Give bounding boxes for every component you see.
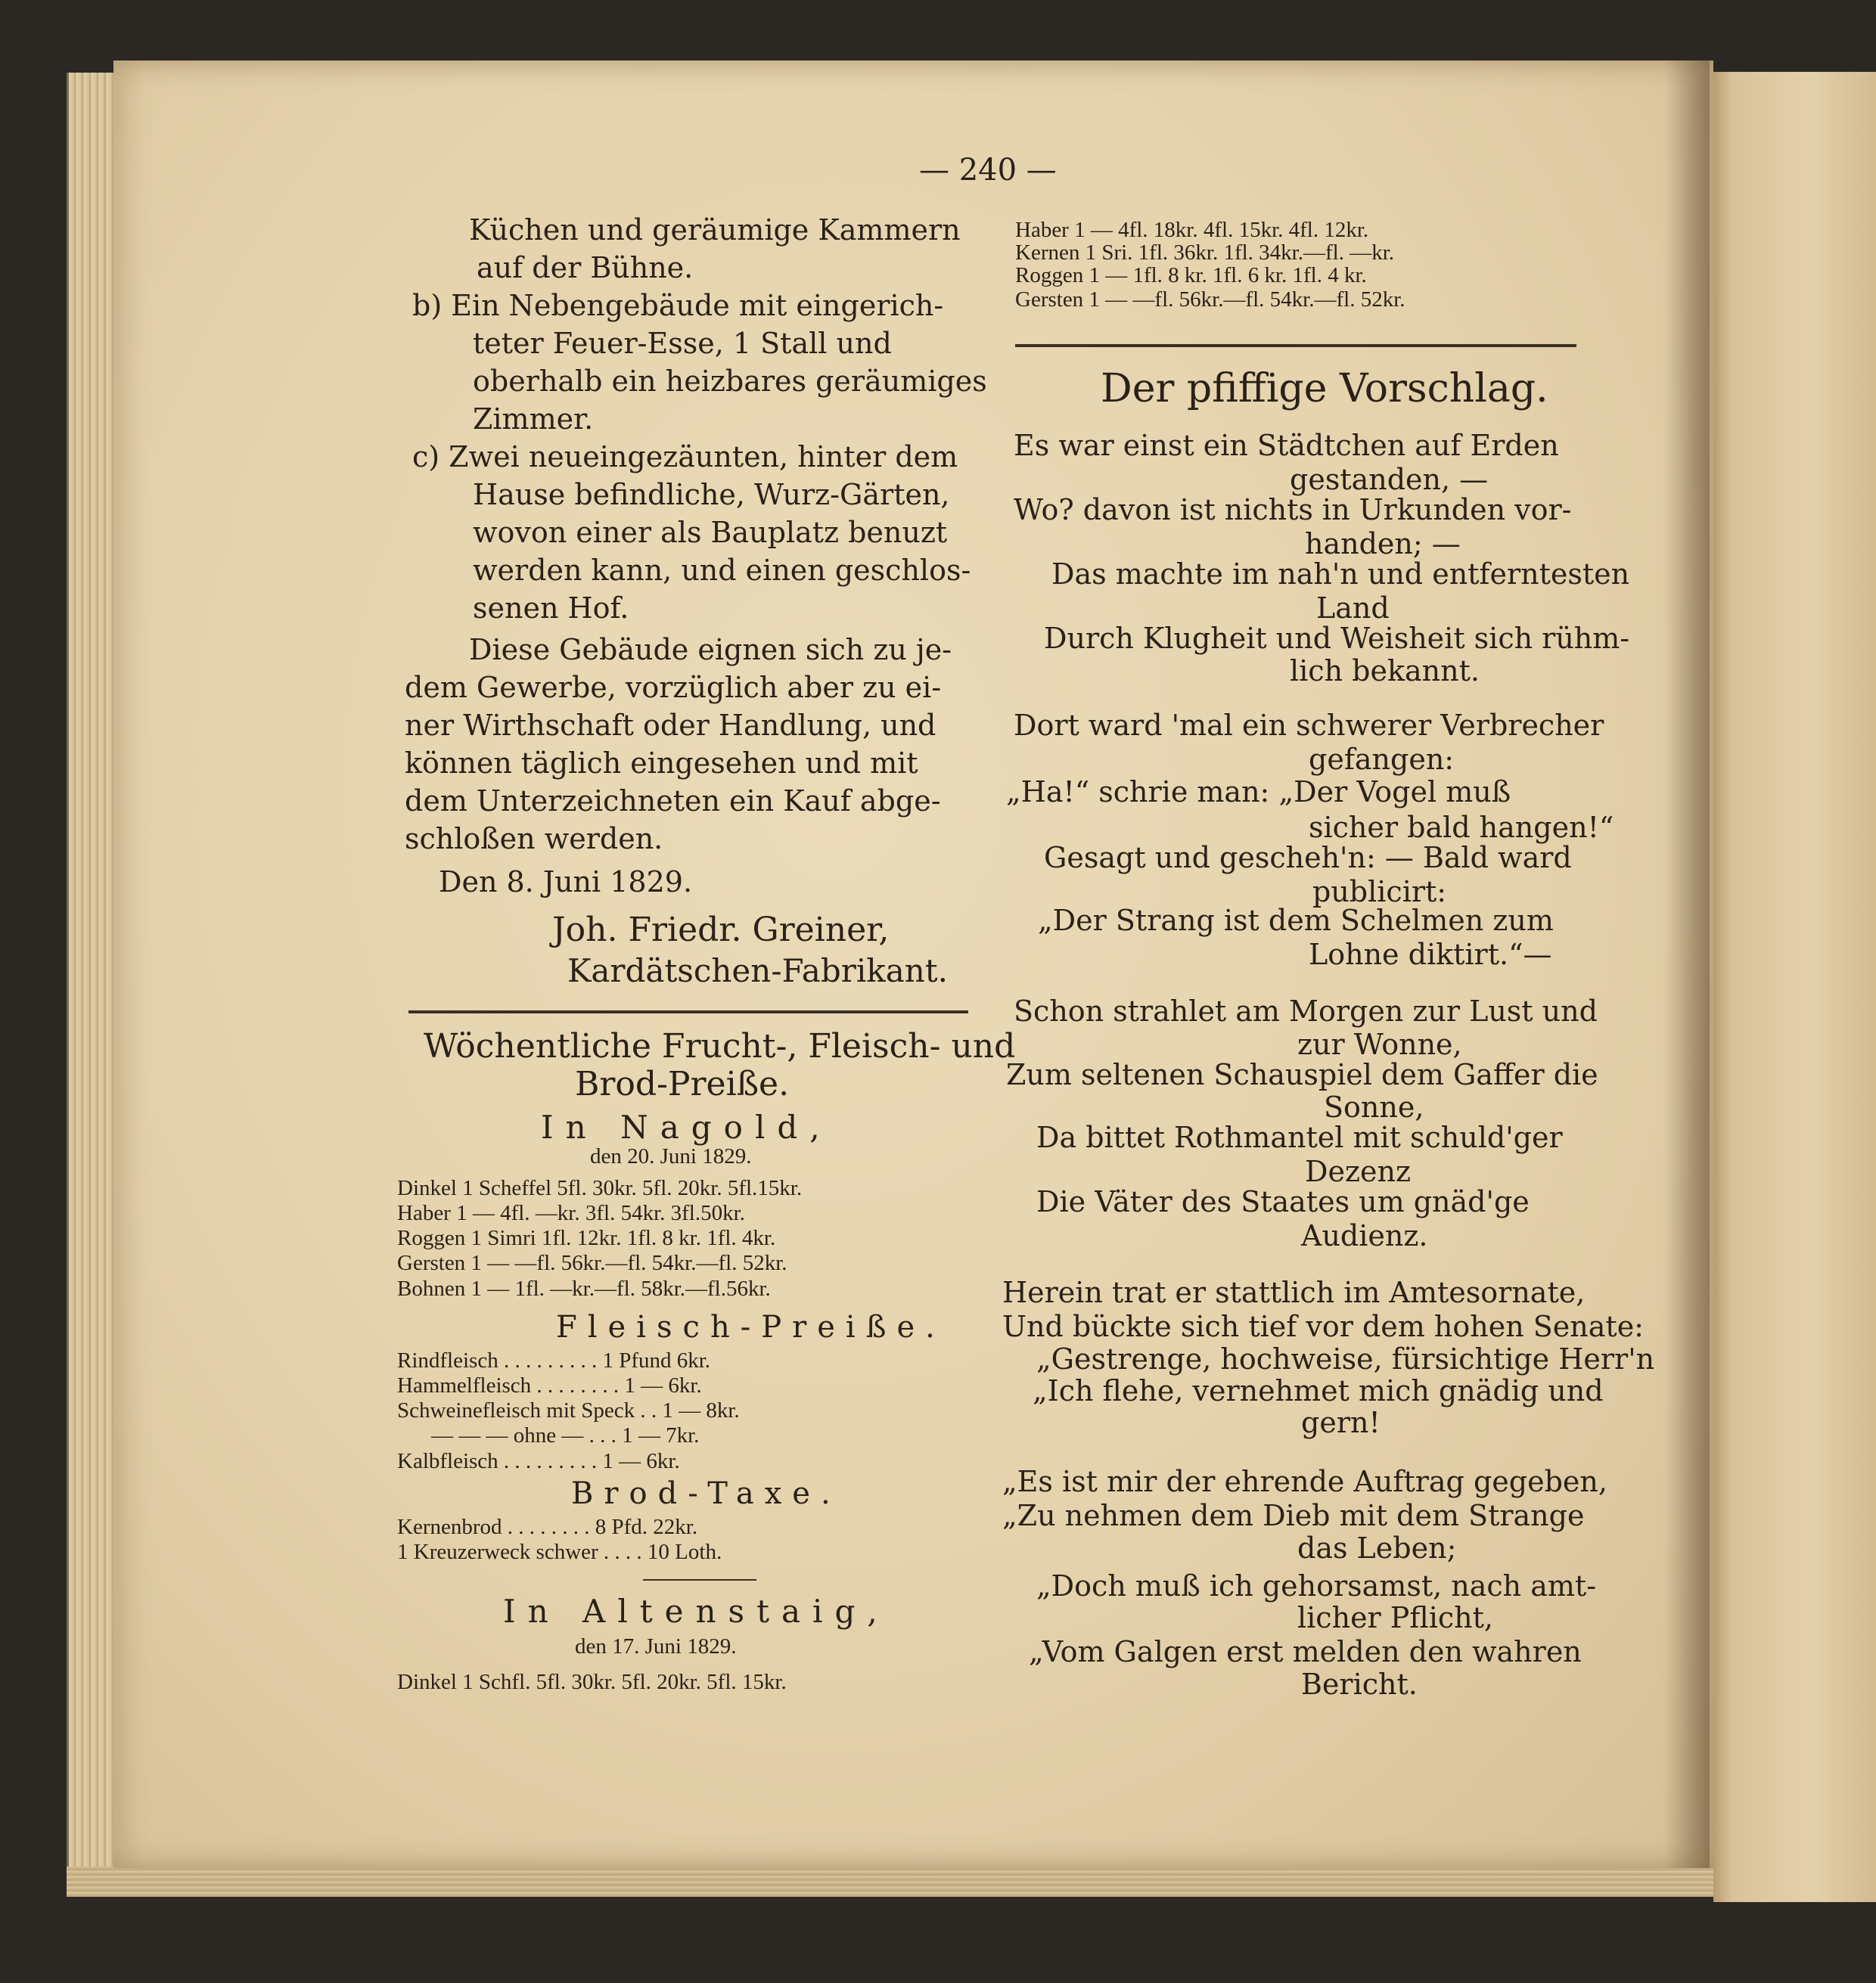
poem-line: Sonne,: [1324, 1091, 1424, 1124]
grain-price-row: Haber 1 — 4fl. 18kr. 4fl. 15kr. 4fl. 12kr.: [1015, 218, 1369, 242]
ad-line: wovon einer als Bauplatz benuzt: [473, 516, 948, 549]
poem-line: gestanden, —: [1290, 463, 1489, 496]
poem-line: gern!: [1301, 1406, 1381, 1439]
ad-line: Diese Gebäude eignen sich zu je-: [469, 633, 952, 666]
poem-line: Land: [1316, 591, 1390, 625]
poem-line: „Vom Galgen erst melden den wahren: [1029, 1635, 1582, 1668]
ad-line: Kardätschen-Fabrikant.: [567, 952, 949, 989]
ad-line: dem Unterzeichneten ein Kauf abge-: [405, 784, 941, 818]
gutter-shadow: [1664, 61, 1710, 1868]
grain-price-row: Dinkel 1 Scheffel 5fl. 30kr. 5fl. 20kr. 5fl.15kr.: [397, 1176, 803, 1200]
ad-line: schloßen werden.: [405, 822, 663, 855]
grain-price-row: Dinkel 1 Schfl. 5fl. 30kr. 5fl. 20kr. 5fl. 15kr.: [397, 1670, 787, 1694]
poem-line: „Der Strang ist dem Schelmen zum: [1038, 904, 1554, 937]
ad-line: c) Zwei neueingezäunten, hinter dem: [412, 440, 958, 473]
poem-line: Dezenz: [1305, 1155, 1411, 1188]
meat-price-row: Schweinefleisch mit Speck . . 1 — 8kr.: [397, 1398, 740, 1423]
grain-price-row: Kernen 1 Sri. 1fl. 36kr. 1fl. 34kr.—fl. —kr.: [1015, 241, 1395, 265]
poem-line: Es war einst ein Städtchen auf Erden: [1014, 429, 1559, 462]
ad-line: werden kann, und einen geschlos-: [473, 554, 971, 587]
poem-line: „Es ist mir der ehrende Auftrag gegeben,: [1002, 1465, 1607, 1498]
grain-price-row: Gersten 1 — —fl. 56kr.—fl. 54kr.—fl. 52kr.: [1015, 287, 1405, 312]
poem-line: handen; —: [1305, 527, 1461, 560]
meat-price-row: Rindfleisch . . . . . . . . . 1 Pfund 6kr.: [397, 1348, 711, 1373]
poem-line: „Zu nehmen dem Dieb mit dem Strange: [1002, 1499, 1585, 1532]
poem-line: „Gestrenge, hochweise, fürsichtige Herr'n: [1036, 1342, 1655, 1376]
short-rule: [643, 1579, 756, 1581]
altensteig-heading: In Altenstaig,: [503, 1593, 890, 1630]
bread-heading: Brod-Taxe.: [571, 1476, 841, 1511]
section-rule: [408, 1010, 968, 1013]
bread-price-row: Kernenbrod . . . . . . . . 8 Pfd. 22kr.: [397, 1515, 698, 1539]
poem-line: Und bückte sich tief vor dem hohen Senate:: [1002, 1310, 1644, 1343]
facing-page-edge: [1713, 72, 1876, 1902]
poem-line: publicirt:: [1312, 875, 1447, 908]
poem-line: Das machte im nah'n und entferntesten: [1051, 557, 1630, 591]
poem-line: das Leben;: [1297, 1531, 1457, 1565]
ad-line: Hause befindliche, Wurz-Gärten,: [473, 478, 950, 511]
poem-line: licher Pflicht,: [1297, 1601, 1493, 1634]
meat-price-row: — — — ohne — . . . 1 — 7kr.: [431, 1423, 700, 1448]
grain-price-row: Roggen 1 Simri 1fl. 12kr. 1fl. 8 kr. 1fl. 4kr.: [397, 1226, 776, 1250]
poem-line: Bericht.: [1301, 1668, 1418, 1701]
grain-price-row: Bohnen 1 — 1fl. —kr.—fl. 58kr.—fl.56kr.: [397, 1277, 771, 1301]
ad-line: Den 8. Juni 1829.: [439, 865, 693, 898]
poem-line: „Ha!“ schrie man: „Der Vogel muß: [1006, 775, 1511, 808]
meat-heading: Fleisch-Preiße.: [556, 1310, 946, 1345]
poem-line: lich bekannt.: [1290, 654, 1480, 687]
poem-line: Wo? davon ist nichts in Urkunden vor-: [1014, 493, 1572, 526]
ad-line: Küchen und geräumige Kammern: [469, 213, 961, 247]
ad-line: oberhalb ein heizbares geräumiges: [473, 365, 987, 398]
nagold-heading: In Nagold,: [541, 1109, 832, 1146]
prices-title-line1: Wöchentliche Frucht-, Fleisch- und: [424, 1027, 1016, 1066]
ad-line: können täglich eingesehen und mit: [405, 746, 918, 780]
poem-line: Lohne diktirt.“—: [1309, 938, 1552, 971]
right-section-rule: [1015, 344, 1576, 347]
poem-line: Schon strahlet am Morgen zur Lust und: [1014, 995, 1598, 1028]
poem-title: Der pfiffige Vorschlag.: [1101, 366, 1548, 411]
ad-line: senen Hof.: [473, 591, 629, 625]
poem-line: Gesagt und gescheh'n: — Bald ward: [1044, 841, 1572, 874]
poem-line: Zum seltenen Schauspiel dem Gaffer die: [1006, 1058, 1598, 1091]
poem-line: „Ich flehe, vernehmet mich gnädig und: [1033, 1374, 1604, 1407]
poem-line: Herein trat er stattlich im Amtesornate,: [1002, 1276, 1586, 1309]
poem-line: zur Wonne,: [1297, 1028, 1462, 1061]
grain-price-row: Gersten 1 — —fl. 56kr.—fl. 54kr.—fl. 52kr.: [397, 1251, 787, 1275]
poem-line: Audienz.: [1301, 1219, 1428, 1252]
ad-line: teter Feuer-Esse, 1 Stall und: [473, 327, 892, 360]
page-edge-bottom: [67, 1867, 1731, 1897]
altensteig-date: den 17. Juni 1829.: [575, 1634, 737, 1659]
poem-line: Da bittet Rothmantel mit schuld'ger: [1036, 1121, 1563, 1154]
grain-price-row: Roggen 1 — 1fl. 8 kr. 1fl. 6 kr. 1fl. 4 kr.: [1015, 263, 1367, 287]
grain-price-row: Haber 1 — 4fl. —kr. 3fl. 54kr. 3fl.50kr.: [397, 1201, 745, 1225]
ad-line: auf der Bühne.: [477, 251, 694, 284]
poem-line: Durch Klugheit und Weisheit sich rühm-: [1044, 622, 1630, 655]
nagold-date: den 20. Juni 1829.: [590, 1144, 752, 1168]
ad-line: b) Ein Nebengebäude mit eingerich-: [412, 289, 944, 322]
bread-price-row: 1 Kreuzerweck schwer . . . . 10 Loth.: [397, 1540, 722, 1564]
meat-price-row: Hammelfleisch . . . . . . . . 1 — 6kr.: [397, 1373, 702, 1398]
meat-price-row: Kalbfleisch . . . . . . . . . 1 — 6kr.: [397, 1449, 680, 1473]
poem-line: Die Väter des Staates um gnäd'ge: [1036, 1185, 1530, 1218]
poem-line: sicher bald hangen!“: [1309, 811, 1614, 844]
prices-title-line2: Brod-Preiße.: [575, 1065, 790, 1103]
poem-line: Dort ward 'mal ein schwerer Verbrecher: [1014, 709, 1604, 742]
poem-line: gefangen:: [1309, 743, 1455, 776]
ad-line: Joh. Friedr. Greiner,: [552, 911, 890, 949]
ad-line: dem Gewerbe, vorzüglich aber zu ei-: [405, 671, 942, 704]
poem-line: „Doch muß ich gehorsamst, nach amt-: [1036, 1569, 1597, 1603]
page-number: — 240 —: [919, 153, 1057, 188]
ad-line: Zimmer.: [473, 402, 594, 436]
ad-line: ner Wirthschaft oder Handlung, und: [405, 709, 936, 742]
